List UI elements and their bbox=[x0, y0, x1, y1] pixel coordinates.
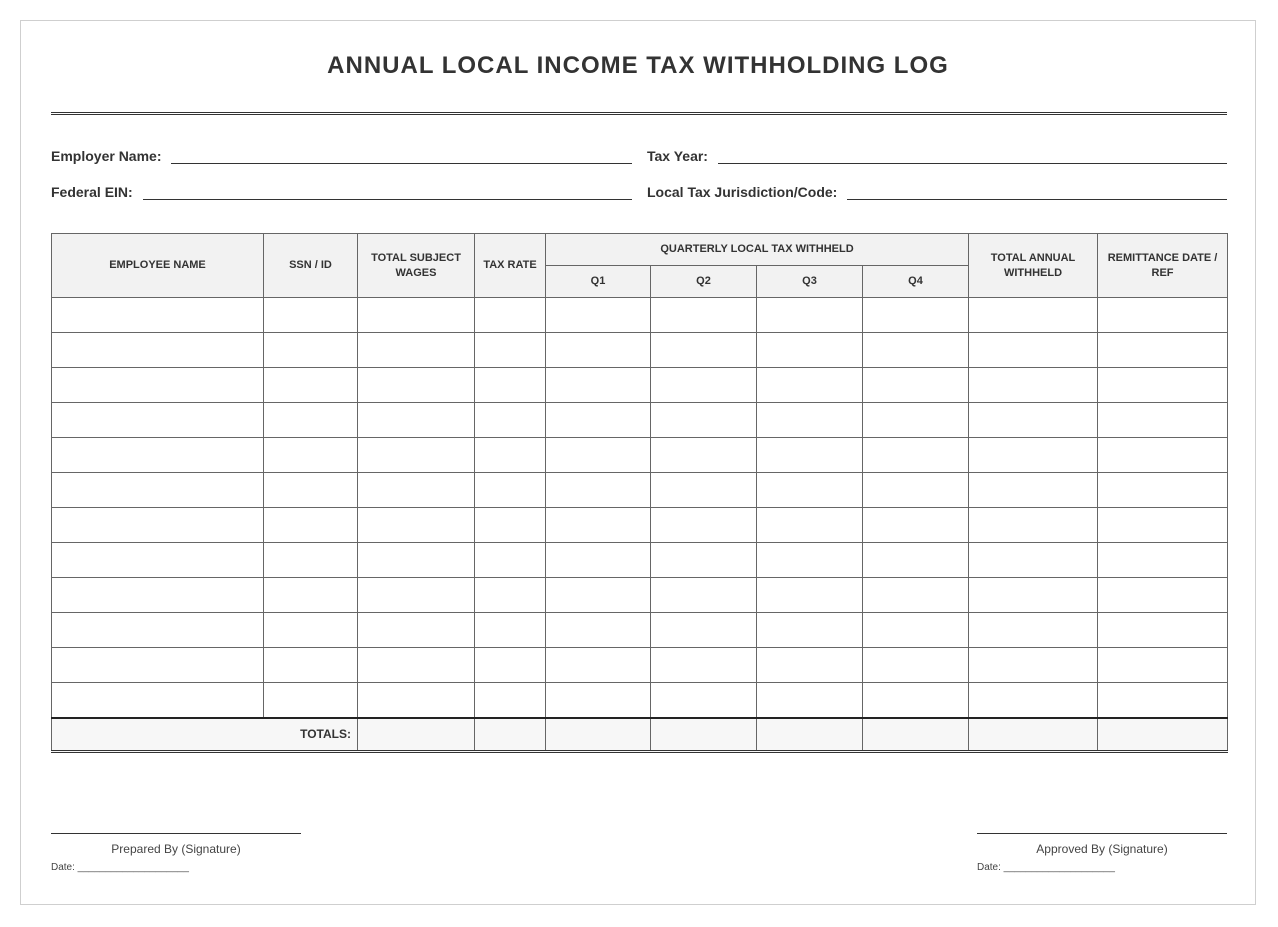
table-cell[interactable] bbox=[757, 333, 863, 368]
table-cell[interactable] bbox=[546, 333, 651, 368]
table-cell[interactable] bbox=[1098, 333, 1228, 368]
table-cell[interactable] bbox=[757, 508, 863, 543]
table-cell[interactable] bbox=[546, 473, 651, 508]
table-row bbox=[52, 543, 1228, 578]
table-cell[interactable] bbox=[651, 613, 757, 648]
approved-by-date[interactable]: Date: ____________________ bbox=[977, 862, 1115, 873]
table-cell[interactable] bbox=[546, 368, 651, 403]
table-cell[interactable] bbox=[264, 508, 358, 543]
table-cell[interactable] bbox=[358, 683, 475, 718]
header-q4: Q4 bbox=[863, 266, 969, 298]
table-cell[interactable] bbox=[969, 543, 1098, 578]
table-cell[interactable] bbox=[757, 683, 863, 718]
table-cell[interactable] bbox=[863, 333, 969, 368]
table-cell[interactable] bbox=[757, 473, 863, 508]
table-cell[interactable] bbox=[52, 508, 264, 543]
header-ssn-id: SSN / ID bbox=[264, 234, 358, 298]
tax-year-label: Tax Year: bbox=[647, 148, 708, 164]
table-cell[interactable] bbox=[264, 403, 358, 438]
table-cell[interactable] bbox=[264, 648, 358, 683]
table-cell[interactable] bbox=[546, 543, 651, 578]
totals-label: TOTALS: bbox=[52, 718, 358, 752]
table-cell[interactable] bbox=[651, 333, 757, 368]
table-cell[interactable] bbox=[969, 438, 1098, 473]
table-cell[interactable] bbox=[863, 683, 969, 718]
employer-name-label: Employer Name: bbox=[51, 148, 162, 164]
table-row bbox=[52, 438, 1228, 473]
table-cell[interactable] bbox=[546, 613, 651, 648]
header-q2: Q2 bbox=[651, 266, 757, 298]
table-cell[interactable] bbox=[475, 543, 546, 578]
table-cell[interactable] bbox=[757, 403, 863, 438]
table-cell[interactable] bbox=[52, 438, 264, 473]
totals-remittance-cell[interactable] bbox=[1098, 718, 1228, 752]
table-row bbox=[52, 333, 1228, 368]
table-cell[interactable] bbox=[863, 298, 969, 333]
jurisdiction-line[interactable] bbox=[847, 183, 1227, 200]
table-cell[interactable] bbox=[863, 403, 969, 438]
table-cell[interactable] bbox=[1098, 543, 1228, 578]
table-cell[interactable] bbox=[651, 368, 757, 403]
withholding-log-table bbox=[51, 233, 1228, 753]
table-cell[interactable] bbox=[863, 473, 969, 508]
table-cell[interactable] bbox=[475, 508, 546, 543]
table-cell[interactable] bbox=[475, 613, 546, 648]
table-cell[interactable] bbox=[546, 508, 651, 543]
title-divider bbox=[51, 112, 1227, 115]
table-cell[interactable] bbox=[475, 438, 546, 473]
table-cell[interactable] bbox=[546, 403, 651, 438]
table-row bbox=[52, 298, 1228, 333]
table-cell[interactable] bbox=[52, 333, 264, 368]
jurisdiction-label: Local Tax Jurisdiction/Code: bbox=[647, 184, 838, 200]
federal-ein-line[interactable] bbox=[143, 183, 632, 200]
table-cell[interactable] bbox=[546, 578, 651, 613]
table-cell[interactable] bbox=[358, 298, 475, 333]
table-cell[interactable] bbox=[1098, 613, 1228, 648]
table-cell[interactable] bbox=[475, 648, 546, 683]
table-row bbox=[52, 508, 1228, 543]
table-cell[interactable] bbox=[264, 438, 358, 473]
header-employee-name: EMPLOYEE NAME bbox=[52, 234, 264, 298]
table-cell[interactable] bbox=[264, 578, 358, 613]
table-cell[interactable] bbox=[52, 473, 264, 508]
table-cell[interactable] bbox=[651, 543, 757, 578]
header-quarterly-withheld: QUARTERLY LOCAL TAX WITHHELD bbox=[546, 234, 969, 266]
table-cell[interactable] bbox=[475, 368, 546, 403]
table-cell[interactable] bbox=[863, 613, 969, 648]
tax-year-field[interactable] bbox=[647, 147, 1227, 164]
table-cell[interactable] bbox=[475, 683, 546, 718]
table-cell[interactable] bbox=[264, 473, 358, 508]
federal-ein-field[interactable] bbox=[51, 183, 632, 200]
table-cell[interactable] bbox=[1098, 508, 1228, 543]
header-q1: Q1 bbox=[546, 266, 651, 298]
totals-annual-cell[interactable] bbox=[969, 718, 1098, 752]
totals-q2-cell[interactable] bbox=[651, 718, 757, 752]
table-cell[interactable] bbox=[863, 578, 969, 613]
table-cell[interactable] bbox=[651, 683, 757, 718]
federal-ein-label: Federal EIN: bbox=[51, 184, 133, 200]
table-cell[interactable] bbox=[757, 648, 863, 683]
table-cell[interactable] bbox=[651, 648, 757, 683]
table-cell[interactable] bbox=[757, 613, 863, 648]
table-cell[interactable] bbox=[52, 298, 264, 333]
table-cell[interactable] bbox=[1098, 648, 1228, 683]
table-cell[interactable] bbox=[1098, 298, 1228, 333]
page-title: ANNUAL LOCAL INCOME TAX WITHHOLDING LOG bbox=[327, 52, 949, 79]
table-cell[interactable] bbox=[52, 403, 264, 438]
table-cell[interactable] bbox=[358, 543, 475, 578]
table-cell[interactable] bbox=[1098, 403, 1228, 438]
table-cell[interactable] bbox=[1098, 438, 1228, 473]
totals-tax-rate-cell[interactable] bbox=[475, 718, 546, 752]
table-cell[interactable] bbox=[863, 543, 969, 578]
table-cell[interactable] bbox=[757, 578, 863, 613]
table-cell[interactable] bbox=[1098, 683, 1228, 718]
table-row bbox=[52, 403, 1228, 438]
table-cell[interactable] bbox=[969, 648, 1098, 683]
prepared-by-signature-line[interactable] bbox=[51, 833, 301, 834]
table-cell[interactable] bbox=[546, 298, 651, 333]
table-cell[interactable] bbox=[264, 368, 358, 403]
totals-q4-cell[interactable] bbox=[863, 718, 969, 752]
table-cell[interactable] bbox=[475, 333, 546, 368]
table-cell[interactable] bbox=[264, 298, 358, 333]
table-cell[interactable] bbox=[264, 683, 358, 718]
table-cell[interactable] bbox=[757, 298, 863, 333]
table-cell[interactable] bbox=[863, 438, 969, 473]
header-tax-rate: TAX RATE bbox=[475, 234, 546, 298]
table-cell[interactable] bbox=[1098, 473, 1228, 508]
table-cell[interactable] bbox=[1098, 368, 1228, 403]
table-cell[interactable] bbox=[264, 333, 358, 368]
table-cell[interactable] bbox=[546, 648, 651, 683]
table-cell[interactable] bbox=[969, 508, 1098, 543]
header-total-subject-wages: TOTAL SUBJECT WAGES bbox=[358, 234, 475, 298]
table-cell[interactable] bbox=[52, 368, 264, 403]
table-cell[interactable] bbox=[52, 543, 264, 578]
table-cell[interactable] bbox=[358, 578, 475, 613]
table-cell[interactable] bbox=[358, 473, 475, 508]
table-cell[interactable] bbox=[969, 578, 1098, 613]
totals-q1-cell[interactable] bbox=[546, 718, 651, 752]
table-cell[interactable] bbox=[969, 613, 1098, 648]
table-cell[interactable] bbox=[358, 368, 475, 403]
table-cell[interactable] bbox=[475, 473, 546, 508]
table-cell[interactable] bbox=[651, 508, 757, 543]
table-cell[interactable] bbox=[358, 648, 475, 683]
table-row bbox=[52, 368, 1228, 403]
table-cell[interactable] bbox=[358, 333, 475, 368]
approved-by-block bbox=[977, 833, 1227, 873]
approved-by-label: Approved By (Signature) bbox=[1036, 842, 1168, 856]
table-cell[interactable] bbox=[1098, 578, 1228, 613]
table-row bbox=[52, 683, 1228, 718]
table-cell[interactable] bbox=[52, 613, 264, 648]
table-cell[interactable] bbox=[546, 438, 651, 473]
table-cell[interactable] bbox=[358, 438, 475, 473]
table-cell[interactable] bbox=[969, 298, 1098, 333]
table-cell[interactable] bbox=[651, 438, 757, 473]
table-cell[interactable] bbox=[969, 368, 1098, 403]
table-cell[interactable] bbox=[757, 438, 863, 473]
table-cell[interactable] bbox=[358, 508, 475, 543]
prepared-by-block bbox=[51, 833, 301, 873]
table-cell[interactable] bbox=[475, 403, 546, 438]
table-row bbox=[52, 473, 1228, 508]
table-cell[interactable] bbox=[969, 333, 1098, 368]
table-cell[interactable] bbox=[757, 368, 863, 403]
table-body bbox=[52, 298, 1228, 718]
table-row bbox=[52, 648, 1228, 683]
employer-name-field[interactable] bbox=[51, 147, 632, 164]
table-cell[interactable] bbox=[52, 578, 264, 613]
table-cell[interactable] bbox=[651, 473, 757, 508]
table-cell[interactable] bbox=[863, 508, 969, 543]
table-cell[interactable] bbox=[475, 578, 546, 613]
table-cell[interactable] bbox=[863, 648, 969, 683]
table-cell[interactable] bbox=[358, 613, 475, 648]
table-cell[interactable] bbox=[475, 298, 546, 333]
header-q3: Q3 bbox=[757, 266, 863, 298]
table-cell[interactable] bbox=[264, 613, 358, 648]
table-cell[interactable] bbox=[52, 648, 264, 683]
table-cell[interactable] bbox=[969, 473, 1098, 508]
table-row bbox=[52, 613, 1228, 648]
table-row bbox=[52, 578, 1228, 613]
table-cell[interactable] bbox=[651, 298, 757, 333]
table-cell[interactable] bbox=[264, 543, 358, 578]
table-cell[interactable] bbox=[651, 403, 757, 438]
approved-by-signature-line[interactable] bbox=[977, 833, 1227, 834]
table-cell[interactable] bbox=[863, 368, 969, 403]
totals-q3-cell[interactable] bbox=[757, 718, 863, 752]
table-cell[interactable] bbox=[969, 403, 1098, 438]
tax-year-line[interactable] bbox=[718, 147, 1227, 164]
jurisdiction-field[interactable] bbox=[647, 183, 1227, 200]
table-cell[interactable] bbox=[546, 683, 651, 718]
employer-name-line[interactable] bbox=[171, 147, 632, 164]
table-cell[interactable] bbox=[969, 683, 1098, 718]
totals-subject-wages-cell[interactable] bbox=[358, 718, 475, 752]
header-total-annual-withheld: TOTAL ANNUAL WITHHELD bbox=[969, 234, 1098, 298]
totals-row bbox=[52, 718, 1228, 752]
table-cell[interactable] bbox=[757, 543, 863, 578]
prepared-by-label: Prepared By (Signature) bbox=[111, 842, 241, 856]
prepared-by-date[interactable]: Date: ____________________ bbox=[51, 862, 189, 873]
header-remittance: REMITTANCE DATE / REF bbox=[1098, 234, 1228, 298]
table-cell[interactable] bbox=[358, 403, 475, 438]
table-cell[interactable] bbox=[651, 578, 757, 613]
table-cell[interactable] bbox=[52, 683, 264, 718]
